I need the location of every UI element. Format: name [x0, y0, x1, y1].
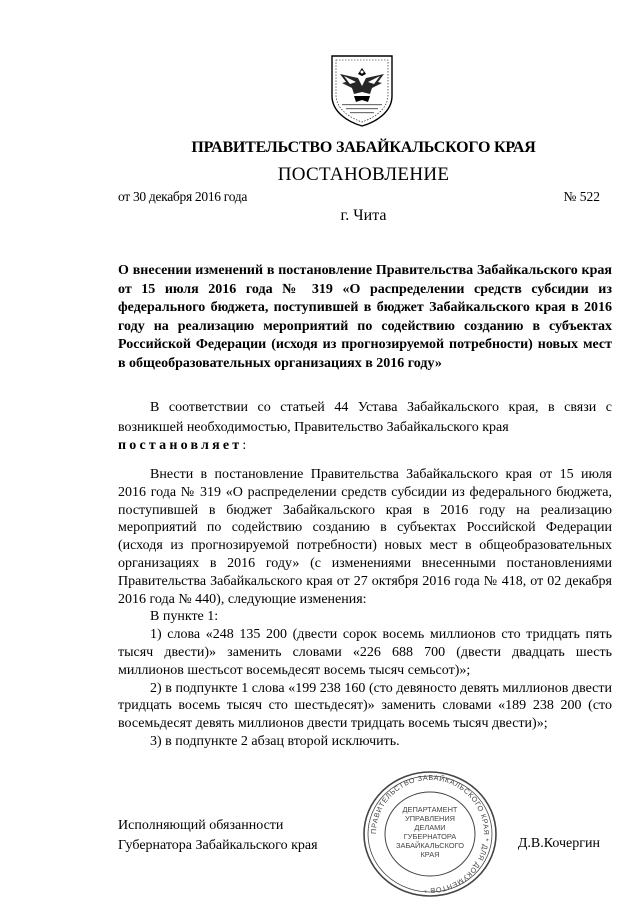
decree-colon: :	[242, 438, 247, 453]
stamp-line: ГУБЕРНАТОРА	[403, 832, 457, 841]
stamp-line: ДЕЛАМИ	[414, 823, 446, 832]
decree-word	[118, 438, 246, 454]
main-paragraph: Внести в постановление Правительства Забайкальского края от 15 июля 2016 года № 319 «О распределении средств субсидии из федерального бюджета, поступившей в бюджет Забайкальского края в 2016 году на реализацию мероприятий по содействию созданию в субъектах Российской Федерации (исходя из прогнозируемой потребности) новых мест в общеобразовательных организациях в 2016 году» (с изменениями внесенными постановлениями Правительства Забайкальского края от 27 октября 2016 года № 418, от 02 декабря 2016 года № 440), следующие изменения:	[118, 467, 612, 607]
list-item-last: 3) в подпункте 2 абзац второй исключить.	[150, 733, 400, 749]
document-body	[118, 466, 612, 751]
list-item: 2) в подпункте 1 слова «199 238 160 (сто девяносто девять миллионов двести тридцать восемь тысяч сто шестьдесят)» заменить словами «189 238 200 (сто восемьдесят девять миллионов двести тридцать восемь тысяч двести)»;	[118, 680, 612, 732]
stamp-ring-text: ПРАВИТЕЛЬСТВО ЗАБАЙКАЛЬСКОГО КРАЯ * ДЛЯ ДОКУМЕНТОВ *	[368, 772, 492, 896]
document-subject: О внесении изменений в постановление Правительства Забайкальского края от 15 июля 2016 года № 319 «О распределении средств субсидии из федерального бюджета, поступившей в бюджет Забайкальского края в 2016 году на реализацию мероприятий по содействию созданию в субъектах Российской Федерации (исходя из прогнозируемой потребности) новых мест в общеобразовательных организациях в 2016 году»	[118, 263, 612, 371]
point-intro: В пункте 1:	[150, 609, 219, 625]
signer-position-line1: Исполняющий обязанности	[118, 818, 284, 833]
document-date: от 30 декабря 2016 года	[118, 189, 248, 204]
signer-name: Д.В.Кочергин	[517, 836, 600, 851]
coat-of-arms-icon	[328, 52, 396, 128]
signer-position	[118, 816, 318, 856]
stamp-line: КРАЯ	[420, 850, 440, 859]
preamble-paragraph: В соответствии со статьей 44 Устава Забайкальского края, в связи с возникшей необходимостью, Правительство Забайкальского края	[118, 400, 612, 435]
signer-position-line2: Губернатора Забайкальского края	[118, 838, 318, 853]
government-title: ПРАВИТЕЛЬСТВО ЗАБАЙКАЛЬСКОГО КРАЯ	[191, 139, 536, 156]
stamp-line: ДЕПАРТАМЕНТ	[402, 805, 458, 814]
document-type: ПОСТАНОВЛЕНИЕ	[277, 164, 450, 185]
stamp-line: УПРАВЛЕНИЯ	[405, 814, 455, 823]
decree-word-bold: постановляет	[118, 438, 243, 453]
stamp-line: ЗАБАЙКАЛЬСКОГО	[396, 841, 464, 850]
official-stamp	[358, 768, 502, 900]
document-city: г. Чита	[340, 207, 387, 224]
list-item: 1) слова «248 135 200 (двести сорок восемь миллионов сто тридцать пять тысяч двести)» заменить словами «226 688 700 (двести двадцать шесть миллионов шестьсот восемьдесят восемь тысяч семьсот)»;	[118, 627, 612, 678]
document-number: № 522	[563, 189, 600, 204]
